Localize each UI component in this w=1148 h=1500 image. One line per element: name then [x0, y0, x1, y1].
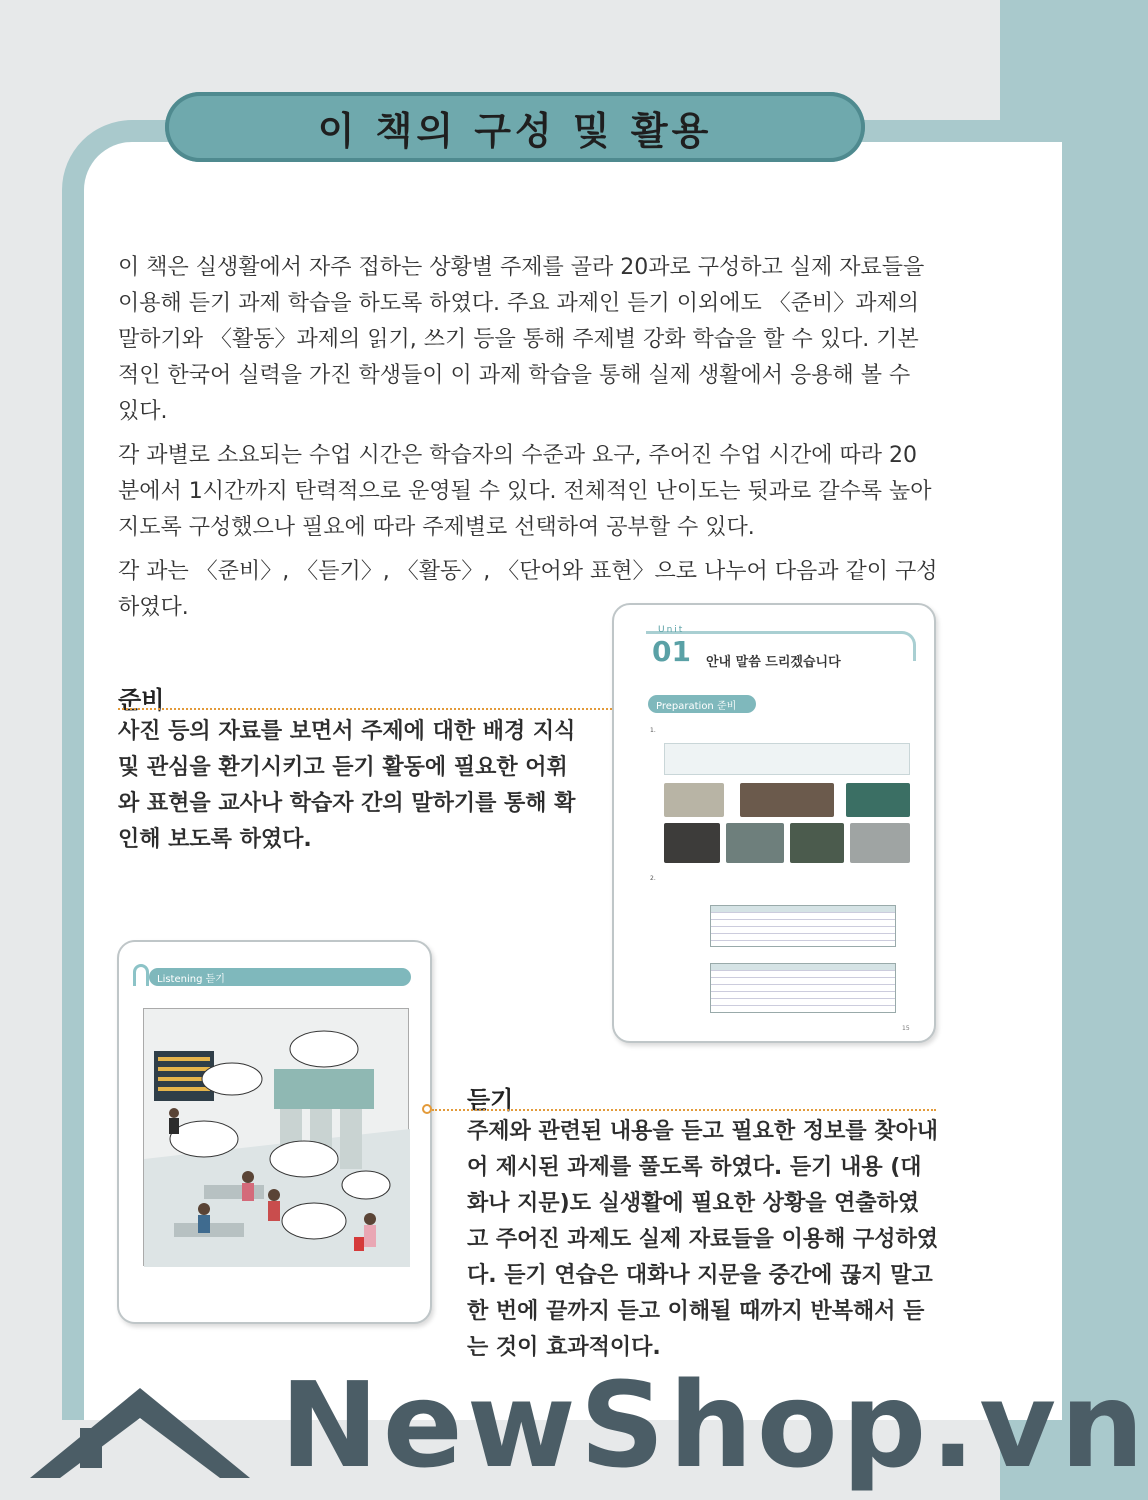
- listen-connector-dot: [422, 1104, 432, 1114]
- store-logo-text: NewShop.vn: [280, 1356, 1148, 1494]
- vocab-box: [664, 743, 910, 775]
- timetable-1: [710, 905, 896, 947]
- unit-label: Unit: [658, 625, 685, 635]
- intro-text: [118, 250, 938, 634]
- prep-body: 사진 등의 자료를 보면서 주제에 대한 배경 지식 및 관심을 환기시키고 듣기 활동에 필요한 어휘와 표현을 교사나 학습자 간의 말하기를 통해 확인해 보도록 하였다.: [118, 719, 576, 852]
- preparation-pill: Preparation 준비: [648, 695, 756, 713]
- unit-number: 01: [652, 635, 691, 668]
- station-scene-drawing: [144, 1009, 410, 1267]
- listen-heading: 듣기: [467, 1086, 514, 1114]
- thumbnail-page-number: 15: [902, 1025, 910, 1032]
- headphone-icon: [133, 964, 149, 986]
- prep-heading: 준비: [118, 686, 165, 714]
- photo-station-crowd: [740, 783, 834, 817]
- photo-platform: [726, 823, 784, 863]
- intro-paragraph: 각 과별로 소요되는 수업 시간은 학습자의 수준과 요구, 주어진 수업 시간에 따라 20분에서 1시간까지 탄력적으로 운영될 수 있다. 전체적인 난이도는 뒷과로 갈수록 높아지도록 구성했으나 필요에 따라 주제별로 선택하여 공부할 수 있다.: [118, 443, 932, 540]
- question-2-number: 2.: [650, 875, 656, 882]
- photo-people: [664, 823, 720, 863]
- store-roof-icon: [20, 1368, 260, 1488]
- listen-dotted-line: [432, 1109, 936, 1111]
- page-title: 이 책의 구성 및 활용: [317, 107, 713, 153]
- listen-body: 주제와 관련된 내용을 듣고 필요한 정보를 찾아내어 제시된 과제를 풀도록 하였다. 듣기 내용 (대화나 지문)도 실생활에 필요한 상황을 연출하였고 주어진 과제도 실제 자료들을 이용해 구성하였다. 듣기 연습은 대화나 지문을 중간에 끊지 말고 한 번에 끝까지 듣고 이해될 때까지 반복해서 듣는 것이 효과적이다.: [467, 1119, 938, 1360]
- timetable-2: [710, 963, 896, 1013]
- intro-paragraph: 각 과는 〈준비〉, 〈듣기〉, 〈활동〉, 〈단어와 표현〉으로 나누어 다음과 같이 구성하였다.: [118, 559, 938, 620]
- store-logo-watermark: [0, 1350, 1148, 1500]
- unit-title: 안내 말씀 드리겠습니다: [706, 655, 841, 670]
- listening-pill: Listening 듣기: [149, 968, 411, 986]
- photo-train: [790, 823, 844, 863]
- photo-ticket: [664, 783, 724, 817]
- intro-paragraph: 이 책은 실생활에서 자주 접하는 상황별 주제를 골라 20과로 구성하고 실제 자료들을 이용해 듣기 과제 학습을 하도록 하였다. 주요 과제인 듣기 이외에도 〈준비〉과제의 말하기와 〈활동〉과제의 읽기, 쓰기 등을 통해 주제별 강화 학습을 할 수 있다. 기본적인 한국어 실력을 가진 학생들이 이 과제 학습을 통해 실제 생활에서 응용해 볼 수 있다.: [118, 255, 925, 424]
- station-illustration: [143, 1008, 409, 1266]
- photo-tracks: [850, 823, 910, 863]
- prep-page-thumbnail: [612, 603, 936, 1043]
- question-1-number: 1.: [650, 727, 656, 734]
- prep-dotted-line: [118, 708, 616, 710]
- title-banner: [165, 92, 865, 162]
- photo-gates: [846, 783, 910, 817]
- listen-page-thumbnail: [117, 940, 432, 1324]
